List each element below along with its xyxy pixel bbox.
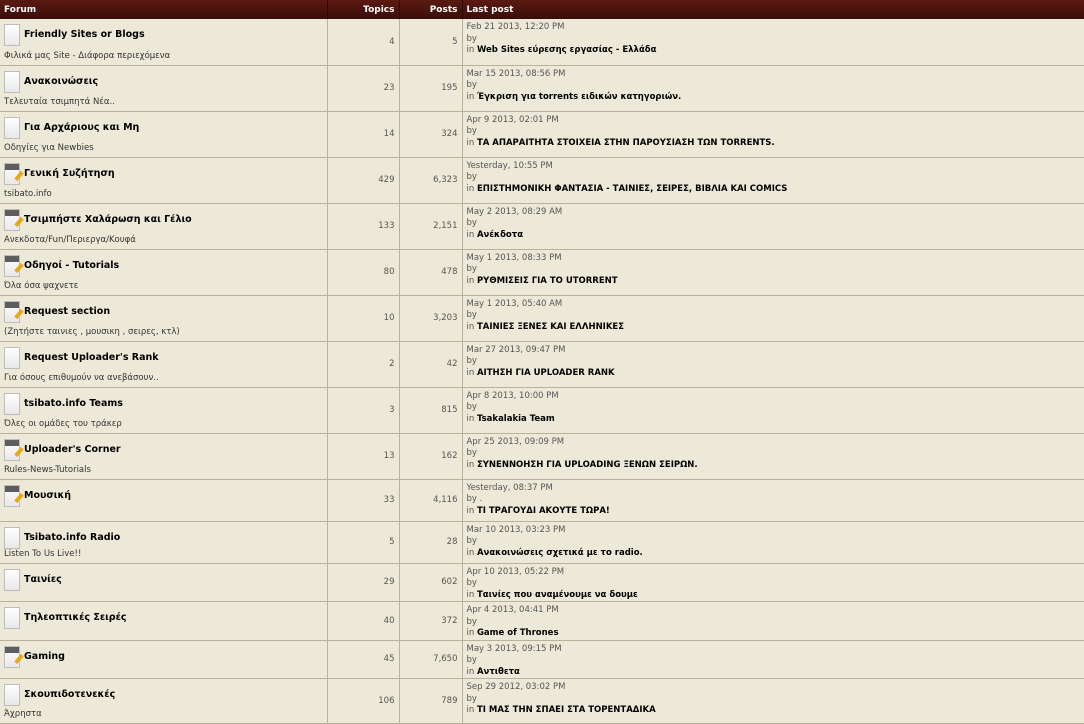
topics-count: 14: [327, 111, 399, 157]
last-post-cell: [462, 341, 1084, 387]
table-header-row: [0, 0, 1084, 19]
forum-row: [0, 19, 1084, 65]
last-post-date: Feb 21 2013, 12:20 PM: [466, 22, 565, 32]
last-post-in: [467, 184, 1080, 196]
last-post-date: Mar 27 2013, 09:47 PM: [466, 344, 566, 355]
last-post-in: [467, 590, 1080, 602]
posts-count: 478: [399, 249, 462, 295]
forum-name-link[interactable]: Οδηγοί - Tutorials: [24, 259, 120, 271]
forum-cell: [0, 65, 327, 111]
forum-name-link[interactable]: Ανακοινώσεις: [24, 75, 99, 87]
posts-count: 789: [399, 679, 462, 724]
forum-read-icon: [4, 24, 20, 46]
header-posts: Posts: [399, 0, 462, 19]
forum-cell: [0, 19, 327, 65]
forum-cell: [0, 563, 327, 602]
forum-read-icon: [4, 684, 20, 706]
last-post-cell: [462, 111, 1084, 157]
last-post-cell: [462, 249, 1084, 295]
last-post-cell: [462, 157, 1084, 203]
forum-cell: [0, 679, 327, 724]
forum-name-link[interactable]: Request section: [24, 305, 111, 317]
last-post-by: by: [466, 310, 477, 320]
forum-cell: [0, 387, 327, 433]
last-post-by: by .: [466, 494, 483, 504]
last-post-by: by: [466, 655, 477, 665]
last-post-in: [467, 230, 1080, 242]
forum-cell: [0, 111, 327, 157]
forum-row: [0, 249, 1084, 295]
posts-count: 815: [399, 387, 462, 433]
last-post-by: by: [466, 402, 477, 412]
last-post-by: by: [466, 172, 477, 182]
topics-count: 429: [327, 157, 399, 203]
last-post-in: [467, 506, 1080, 518]
posts-count: 28: [399, 521, 462, 563]
last-post-topic-link[interactable]: ΕΠΙΣΤΗΜΟΝΙΚΗ ΦΑΝΤΑΣΙΑ - ΤΑΙΝΙΕΣ, ΣΕΙΡΕΣ, ΒΙΒΛΙΑ ΚΑΙ COMICS: [476, 183, 788, 194]
in-label: in: [466, 413, 475, 424]
last-post-cell: [462, 387, 1084, 433]
forum-read-icon: [4, 607, 20, 629]
last-post-date: Apr 8 2013, 10:00 PM: [466, 390, 559, 401]
last-post-by: by: [466, 218, 477, 228]
forum-row: [0, 387, 1084, 433]
last-post-cell: [462, 640, 1084, 679]
forum-name-link[interactable]: tsibato.info Teams: [24, 397, 123, 409]
last-post-in: [467, 322, 1080, 334]
last-post-topic-link[interactable]: Web Sites εύρεσης εργασίας - Ελλάδα: [476, 45, 657, 55]
last-post-by: by: [466, 616, 477, 627]
last-post-cell: [462, 295, 1084, 341]
last-post-date: Apr 4 2013, 04:41 PM: [466, 605, 559, 615]
last-post-cell: [462, 679, 1084, 724]
forum-row: [0, 433, 1084, 479]
last-post-in: [467, 548, 1080, 560]
forum-description: Όλες οι ομάδες του τράκερ: [4, 418, 122, 429]
posts-count: 162: [399, 433, 462, 479]
forum-description: Οδηγίες για Newbies: [4, 142, 94, 153]
forum-name-link[interactable]: Τσιμπήστε Χαλάρωση και Γέλιο: [24, 213, 192, 225]
forum-row: [0, 203, 1084, 249]
forum-new-icon: [4, 163, 20, 185]
in-label: in: [466, 183, 475, 194]
forum-description: Listen To Us Live!!: [4, 548, 82, 559]
last-post-in: [467, 628, 1080, 640]
in-label: in: [466, 275, 475, 286]
last-post-cell: [462, 479, 1084, 521]
forum-cell: [0, 203, 327, 249]
forum-row: [0, 602, 1084, 641]
in-label: in: [466, 45, 475, 55]
last-post-date: Apr 10 2013, 05:22 PM: [466, 566, 565, 577]
forum-name-link[interactable]: Ταινίες: [24, 573, 62, 585]
forum-name-link[interactable]: Για Αρχάριους και Μη: [24, 121, 140, 133]
last-post-in: [467, 92, 1080, 104]
last-post-cell: [462, 602, 1084, 641]
last-post-in: [467, 414, 1080, 426]
posts-count: 6,323: [399, 157, 462, 203]
last-post-date: May 1 2013, 08:33 PM: [466, 252, 562, 263]
last-post-by: by: [466, 33, 477, 44]
topics-count: 29: [327, 563, 399, 602]
last-post-in: [467, 45, 1080, 57]
last-post-cell: [462, 521, 1084, 563]
last-post-by: by: [466, 536, 477, 546]
forum-new-icon: [4, 209, 20, 231]
forum-name-link[interactable]: Γενική Συζήτηση: [24, 167, 115, 179]
last-post-date: May 1 2013, 05:40 AM: [466, 298, 563, 309]
last-post-by: by: [466, 578, 477, 588]
last-post-date: Sep 29 2012, 03:02 PM: [466, 682, 566, 692]
topics-count: 2: [327, 341, 399, 387]
forum-row: [0, 679, 1084, 724]
forum-row: [0, 295, 1084, 341]
forum-description: Rules-News-Tutorials: [4, 464, 91, 475]
last-post-topic-link[interactable]: ΡΥΘΜΙΣΕΙΣ ΓΙΑ ΤΟ UTORRENT: [476, 275, 618, 286]
forum-cell: [0, 479, 327, 521]
last-post-date: Mar 10 2013, 03:23 PM: [466, 524, 566, 535]
forum-read-icon: [4, 71, 20, 93]
header-forum: Forum: [0, 0, 327, 19]
forum-cell: [0, 249, 327, 295]
forum-name-link[interactable]: Gaming: [24, 650, 65, 662]
last-post-topic-link[interactable]: ΣΥΝΕΝΝΟΗΣΗ ΓΙΑ UPLOADING ΞΕΝΩΝ ΣΕΙΡΩΝ.: [476, 459, 698, 470]
in-label: in: [466, 547, 475, 558]
last-post-date: Mar 15 2013, 08:56 PM: [466, 68, 566, 79]
forum-name-link[interactable]: Uploader's Corner: [24, 443, 121, 455]
forum-cell: [0, 640, 327, 679]
last-post-in: [467, 368, 1080, 380]
in-label: in: [466, 589, 475, 600]
last-post-by: by: [466, 693, 477, 704]
last-post-topic-link[interactable]: ΤΙ ΤΡΑΓΟΥΔΙ ΑΚΟΥΤΕ ΤΩΡΑ!: [476, 505, 610, 516]
forum-name-link[interactable]: Tsibato.info Radio: [24, 531, 121, 543]
last-post-topic-link[interactable]: ΤΑΙΝΙΕΣ ΞΕΝΕΣ ΚΑΙ ΕΛΛΗΝΙΚΕΣ: [476, 321, 625, 332]
last-post-topic-link[interactable]: Ανακοινώσεις σχετικά με το radio.: [476, 547, 643, 558]
last-post-in: [467, 705, 1080, 717]
forum-read-icon: [4, 117, 20, 139]
forum-description: Φιλικά μας Site - Διάφορα περιεχόμενα: [4, 50, 171, 61]
last-post-topic-link[interactable]: Έγκριση για torrents ειδικών κατηγοριών.: [476, 91, 682, 102]
last-post-cell: [462, 433, 1084, 479]
forum-new-icon: [4, 485, 20, 507]
forum-description: Τελευταία τσιμπητά Νέα..: [4, 96, 115, 107]
last-post-topic-link[interactable]: Tsakalakia Team: [476, 413, 555, 424]
last-post-by: by: [466, 126, 477, 136]
forum-new-icon: [4, 301, 20, 323]
last-post-cell: [462, 203, 1084, 249]
posts-count: 5: [399, 19, 462, 65]
last-post-date: May 2 2013, 08:29 AM: [466, 206, 563, 217]
in-label: in: [466, 91, 475, 102]
in-label: in: [466, 137, 475, 148]
forum-read-icon: [4, 347, 20, 369]
last-post-topic-link[interactable]: Αντιθετα: [476, 666, 520, 677]
last-post-in: [467, 667, 1080, 679]
forum-name-link[interactable]: Τηλεοπτικές Σειρές: [24, 612, 127, 623]
in-label: in: [466, 229, 475, 240]
forum-description: Ανεκδοτα/Fun/Περιεργα/Κουφά: [4, 234, 136, 245]
topics-count: 106: [327, 679, 399, 724]
forum-name-link[interactable]: Request Uploader's Rank: [24, 351, 159, 363]
posts-count: 324: [399, 111, 462, 157]
forum-row: [0, 157, 1084, 203]
posts-count: 7,650: [399, 640, 462, 679]
in-label: in: [466, 666, 475, 677]
forum-description: Για όσους επιθυμούν να ανεβάσουν..: [4, 372, 159, 383]
last-post-by: by: [466, 264, 477, 274]
posts-count: 42: [399, 341, 462, 387]
forum-row: [0, 521, 1084, 563]
in-label: in: [466, 459, 475, 470]
topics-count: 5: [327, 521, 399, 563]
topics-count: 45: [327, 640, 399, 679]
last-post-by: by: [466, 356, 477, 366]
topics-count: 13: [327, 433, 399, 479]
topics-count: 133: [327, 203, 399, 249]
forum-cell: [0, 157, 327, 203]
forum-description: (Ζητήστε ταινιες , μουσικη , σειρες, κτλ): [4, 326, 180, 337]
last-post-topic-link[interactable]: ΤΙ ΜΑΣ ΤΗΝ ΣΠΑΕΙ ΣΤΑ ΤΟΡΕΝΤΑΔΙΚΑ: [476, 705, 656, 715]
forum-read-icon: [4, 527, 20, 549]
last-post-cell: [462, 19, 1084, 65]
forum-description: tsibato.info: [4, 188, 52, 199]
last-post-topic-link[interactable]: Ταινίες που αναμένουμε να δουμε: [476, 589, 638, 600]
forum-cell: [0, 341, 327, 387]
topics-count: 40: [327, 602, 399, 641]
forum-new-icon: [4, 439, 20, 461]
topics-count: 3: [327, 387, 399, 433]
last-post-date: Apr 9 2013, 02:01 PM: [466, 114, 559, 125]
forum-row: [0, 65, 1084, 111]
topics-count: 4: [327, 19, 399, 65]
forum-name-link[interactable]: Friendly Sites or Blogs: [24, 29, 145, 40]
last-post-cell: [462, 65, 1084, 111]
forum-name-link[interactable]: Μουσική: [24, 489, 72, 501]
forum-row: [0, 563, 1084, 602]
in-label: in: [466, 705, 475, 715]
last-post-date: Yesterday, 08:37 PM: [466, 482, 553, 493]
forum-new-icon: [4, 646, 20, 668]
posts-count: 2,151: [399, 203, 462, 249]
last-post-date: Yesterday, 10:55 PM: [466, 160, 553, 171]
last-post-by: by: [466, 448, 477, 458]
in-label: in: [466, 628, 475, 638]
header-last-post: Last post: [462, 0, 1084, 19]
forum-row: [0, 479, 1084, 521]
last-post-cell: [462, 563, 1084, 602]
forum-row: [0, 111, 1084, 157]
last-post-topic-link[interactable]: Game of Thrones: [476, 628, 559, 638]
forum-cell: [0, 521, 327, 563]
topics-count: 23: [327, 65, 399, 111]
topics-count: 80: [327, 249, 399, 295]
forum-row: [0, 341, 1084, 387]
in-label: in: [466, 367, 475, 378]
forum-description: Άχρηστα: [4, 709, 42, 719]
last-post-date: Apr 25 2013, 09:09 PM: [466, 436, 565, 447]
last-post-date: May 3 2013, 09:15 PM: [466, 643, 562, 654]
last-post-in: [467, 138, 1080, 150]
forum-row: [0, 640, 1084, 679]
forum-cell: [0, 602, 327, 641]
last-post-topic-link[interactable]: ΑΙΤΗΣΗ ΓΙΑ UPLOADER RANK: [476, 367, 615, 378]
posts-count: 372: [399, 602, 462, 641]
posts-count: 195: [399, 65, 462, 111]
last-post-topic-link[interactable]: Ανέκδοτα: [476, 229, 524, 240]
header-topics: Topics: [327, 0, 399, 19]
forum-cell: [0, 295, 327, 341]
topics-count: 10: [327, 295, 399, 341]
forum-name-link[interactable]: Σκουπιδοτενεκές: [24, 689, 116, 700]
forum-read-icon: [4, 393, 20, 415]
forum-new-icon: [4, 255, 20, 277]
last-post-by: by: [466, 80, 477, 90]
last-post-in: [467, 460, 1080, 472]
forum-cell: [0, 433, 327, 479]
posts-count: 3,203: [399, 295, 462, 341]
forum-read-icon: [4, 569, 20, 591]
posts-count: 4,116: [399, 479, 462, 521]
posts-count: 602: [399, 563, 462, 602]
last-post-in: [467, 276, 1080, 288]
forum-description: Όλα όσα ψαχνετε: [4, 280, 79, 291]
last-post-topic-link[interactable]: ΤΑ ΑΠΑΡΑΙΤΗΤΑ ΣΤΟΙΧΕΙΑ ΣΤΗΝ ΠΑΡΟΥΣΙΑΣΗ ΤΩΝ TORRENTS.: [476, 137, 775, 148]
in-label: in: [466, 321, 475, 332]
in-label: in: [466, 505, 475, 516]
topics-count: 33: [327, 479, 399, 521]
